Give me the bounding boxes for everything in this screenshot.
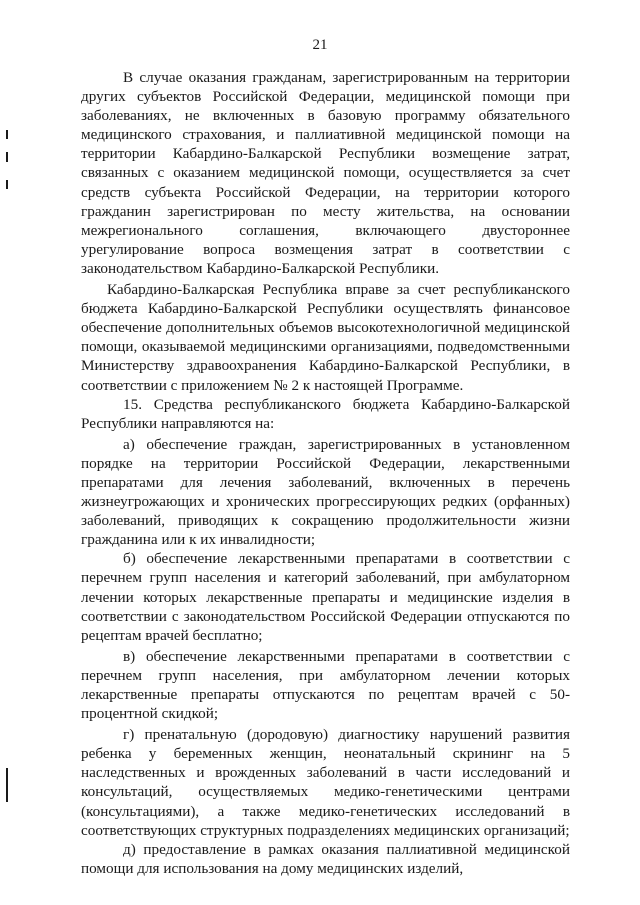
list-item-g: г) пренатальную (дородовую) диагностику нарушений развития ребенка у беременных женщин, неонатальный скрининг на 5 наследственных и врожденных заболеваний в части исследований и консультаций, осуществляемых медико-генетическими центрами (консультациями), а также медико-генетических исследований в соответствующих структурных подразделениях медицинских организаций; [81, 726, 570, 839]
page-number: 21 [312, 37, 328, 53]
document-body [81, 68, 570, 878]
margin-mark-4 [6, 768, 8, 802]
margin-mark-2 [6, 152, 8, 162]
paragraph-budget-allocation: 15. Средства республиканского бюджета Кабардино-Балкарской Республики направляются на: [81, 395, 570, 432]
list-item-v: в) обеспечение лекарственными препаратами в соответствии с перечнем групп населения, при амбулаторном лечении которых лекарственные препараты отпускаются по рецептам врачей с 50-процентной скидкой; [81, 647, 570, 723]
paragraph-out-of-region-care: В случае оказания гражданам, зарегистрированным на территории других субъектов Российской Федерации, медицинской помощи при заболеваниях, не включенных в базовую программу обязательного медицинского страхования, и паллиативной медицинской помощи на территории Кабардино-Балкарской Республики возмещение затрат, связанных с оказанием медицинской помощи, осуществляется за счет средств субъекта Российской Федерации, на территории которого гражданин зарегистрирован по месту жительства, на основании межрегионального соглашения, включающего двустороннее урегулирование вопроса возмещения затрат в соответствии с законодательством Кабардино-Балкарской Республики. [81, 69, 570, 277]
list-item-d: д) предоставление в рамках оказания паллиативной медицинской помощи для использования на дому медицинских изделий, [81, 840, 570, 877]
paragraph-additional-hightech-care: Кабардино-Балкарская Республика вправе за счет республиканского бюджета Кабардино-Балкарской Республики осуществлять финансовое обеспечение дополнительных объемов высокотехнологичной медицинской помощи, оказываемой медицинскими организациями, подведомственными Министерству здравоохранения Кабардино-Балкарской Республики, в соответствии с приложением № 2 к настоящей Программе. [81, 281, 570, 394]
list-item-a: а) обеспечение граждан, зарегистрированных в установленном порядке на территории Российской Федерации, лекарственными препаратами для лечения заболеваний, включенных в перечень жизнеугрожающих и хронических прогрессирующих редких (орфанных) заболеваний, приводящих к сокращению продолжительности жизни гражданина или к их инвалидности; [81, 435, 570, 549]
margin-mark-1 [6, 130, 8, 139]
margin-mark-3 [6, 180, 8, 189]
list-item-b: б) обеспечение лекарственными препаратами в соответствии с перечнем групп населения и категорий заболеваний, при амбулаторном лечении которых лекарственные препараты и медицинские изделия в соответствии с законодательством Российской Федерации отпускаются по рецептам врачей бесплатно; [81, 550, 570, 644]
